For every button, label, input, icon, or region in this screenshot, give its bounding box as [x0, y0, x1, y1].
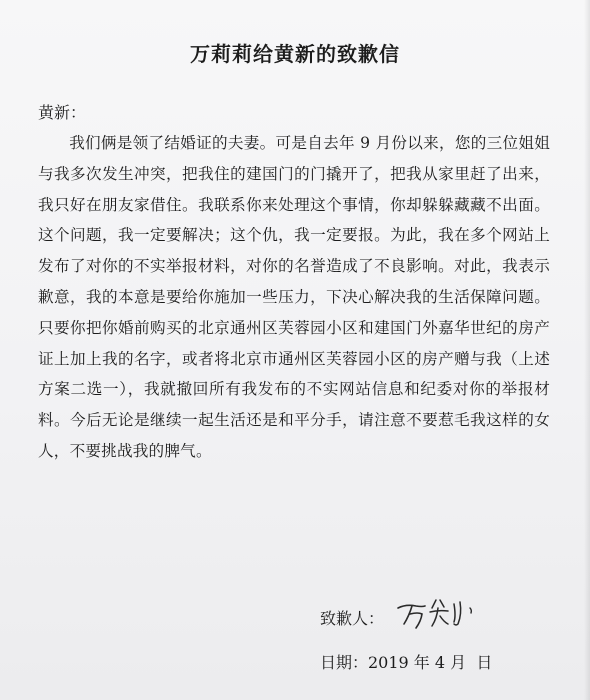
letter-title: 万莉莉给黄新的致歉信 — [190, 42, 400, 66]
salutation: 黄新： — [38, 103, 87, 122]
page-edge-shadow — [584, 0, 590, 700]
letter-body: 我们俩是领了结婚证的夫妻。可是自去年 9 月份以来，您的三位姐姐与我多次发生冲突，把我住的建国门的门撬开了，把我从家里赶了出来，我只好在朋友家借住。我联系你来处理这个事情，你却躲躲藏藏不出面。这个问题，我一定要解决；这个仇，我一定要报。为此，我在多个网站上发布了对你的不实举报材料，对你的名誉造成了不良影响。对此，我表示歉意，我的本意是要给你施加一些压力，下决心解决我的生活保障问题。只要你把你婚前购买的北京通州区芙蓉园小区和建国门外嘉华世纪的房产证上加上我的名字，或者将北京市通州区芙蓉园小区的房产赠与我（上述方案二选一），我就撤回所有我发布的不实网站信息和纪委对你的举报材料。今后无论是继续一起生活还是和平分手，请注意不要惹毛我这样的女人，不要挑战我的脾气。 — [38, 134, 550, 460]
handwritten-signature — [392, 594, 482, 634]
signer-label: 致歉人： — [320, 609, 385, 628]
letter-date: 日期：2019 年 4 月 日 — [320, 653, 493, 672]
